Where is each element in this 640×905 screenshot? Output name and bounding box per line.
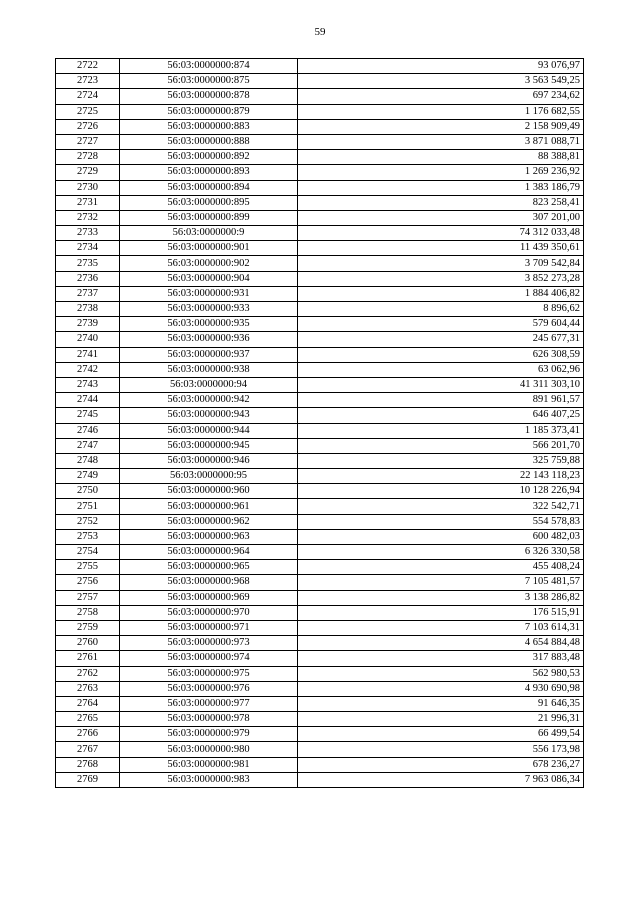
table-row: [56, 438, 584, 453]
row-number-cell: 2723: [56, 74, 120, 89]
cadastral-number-cell: 56:03:0000000:943: [120, 408, 298, 423]
cadastral-value-cell: 600 482,03: [298, 529, 584, 544]
table-row: [56, 347, 584, 362]
row-number-cell: 2766: [56, 727, 120, 742]
row-number-cell: 2764: [56, 696, 120, 711]
table-row: [56, 302, 584, 317]
table-row: [56, 408, 584, 423]
table-row: [56, 636, 584, 651]
table-row: [56, 590, 584, 605]
cadastral-value-cell: 7 105 481,57: [298, 575, 584, 590]
cadastral-value-cell: 307 201,00: [298, 210, 584, 225]
cadastral-number-cell: 56:03:0000000:933: [120, 302, 298, 317]
table-row: [56, 393, 584, 408]
row-number-cell: 2754: [56, 545, 120, 560]
cadastral-number-cell: 56:03:0000000:979: [120, 727, 298, 742]
row-number-cell: 2769: [56, 772, 120, 787]
row-number-cell: 2748: [56, 453, 120, 468]
row-number-cell: 2757: [56, 590, 120, 605]
cadastral-value-cell: 1 383 186,79: [298, 180, 584, 195]
row-number-cell: 2738: [56, 302, 120, 317]
table-row: [56, 757, 584, 772]
row-number-cell: 2751: [56, 499, 120, 514]
cadastral-value-cell: 554 578,83: [298, 514, 584, 529]
table-row: [56, 484, 584, 499]
table-row: [56, 727, 584, 742]
cadastral-number-cell: 56:03:0000000:970: [120, 605, 298, 620]
cadastral-number-cell: 56:03:0000000:971: [120, 620, 298, 635]
cadastral-number-cell: 56:03:0000000:931: [120, 286, 298, 301]
cadastral-number-cell: 56:03:0000000:944: [120, 423, 298, 438]
table-row: [56, 134, 584, 149]
cadastral-number-cell: 56:03:0000000:94: [120, 377, 298, 392]
cadastral-value-cell: 176 515,91: [298, 605, 584, 620]
table-row: [56, 545, 584, 560]
cadastral-value-cell: 566 201,70: [298, 438, 584, 453]
row-number-cell: 2767: [56, 742, 120, 757]
table-row: [56, 89, 584, 104]
table-row: [56, 620, 584, 635]
cadastral-number-cell: 56:03:0000000:936: [120, 332, 298, 347]
cadastral-number-cell: 56:03:0000000:942: [120, 393, 298, 408]
row-number-cell: 2742: [56, 362, 120, 377]
table-row: [56, 514, 584, 529]
cadastral-value-cell: 2 158 909,49: [298, 119, 584, 134]
cadastral-value-cell: 4 930 690,98: [298, 681, 584, 696]
cadastral-value-cell: 4 654 884,48: [298, 636, 584, 651]
row-number-cell: 2731: [56, 195, 120, 210]
cadastral-value-cell: 7 103 614,31: [298, 620, 584, 635]
cadastral-number-cell: 56:03:0000000:962: [120, 514, 298, 529]
cadastral-number-cell: 56:03:0000000:963: [120, 529, 298, 544]
cadastral-value-cell: 891 961,57: [298, 393, 584, 408]
table-row: [56, 317, 584, 332]
table-row: [56, 712, 584, 727]
row-number-cell: 2756: [56, 575, 120, 590]
cadastral-number-cell: 56:03:0000000:879: [120, 104, 298, 119]
table-row: [56, 605, 584, 620]
cadastral-number-cell: 56:03:0000000:964: [120, 545, 298, 560]
table-row: [56, 560, 584, 575]
table-row: [56, 696, 584, 711]
table-row: [56, 575, 584, 590]
cadastral-number-cell: 56:03:0000000:968: [120, 575, 298, 590]
cadastral-value-table: [55, 58, 584, 788]
cadastral-value-cell: 1 185 373,41: [298, 423, 584, 438]
row-number-cell: 2739: [56, 317, 120, 332]
cadastral-value-cell: 626 308,59: [298, 347, 584, 362]
table-row: [56, 180, 584, 195]
cadastral-number-cell: 56:03:0000000:977: [120, 696, 298, 711]
cadastral-number-cell: 56:03:0000000:878: [120, 89, 298, 104]
row-number-cell: 2768: [56, 757, 120, 772]
cadastral-value-cell: 11 439 350,61: [298, 241, 584, 256]
row-number-cell: 2765: [56, 712, 120, 727]
cadastral-value-cell: 455 408,24: [298, 560, 584, 575]
row-number-cell: 2749: [56, 469, 120, 484]
table-row: [56, 362, 584, 377]
cadastral-number-cell: 56:03:0000000:960: [120, 484, 298, 499]
cadastral-number-cell: 56:03:0000000:874: [120, 59, 298, 74]
table-row: [56, 377, 584, 392]
table-row: [56, 59, 584, 74]
row-number-cell: 2747: [56, 438, 120, 453]
cadastral-number-cell: 56:03:0000000:895: [120, 195, 298, 210]
row-number-cell: 2724: [56, 89, 120, 104]
row-number-cell: 2740: [56, 332, 120, 347]
table-row: [56, 104, 584, 119]
row-number-cell: 2750: [56, 484, 120, 499]
cadastral-value-cell: 1 176 682,55: [298, 104, 584, 119]
cadastral-value-cell: 3 138 286,82: [298, 590, 584, 605]
cadastral-value-cell: 3 709 542,84: [298, 256, 584, 271]
row-number-cell: 2758: [56, 605, 120, 620]
cadastral-number-cell: 56:03:0000000:901: [120, 241, 298, 256]
cadastral-number-cell: 56:03:0000000:975: [120, 666, 298, 681]
row-number-cell: 2737: [56, 286, 120, 301]
row-number-cell: 2730: [56, 180, 120, 195]
row-number-cell: 2745: [56, 408, 120, 423]
cadastral-value-cell: 3 852 273,28: [298, 271, 584, 286]
cadastral-number-cell: 56:03:0000000:965: [120, 560, 298, 575]
table-row: [56, 469, 584, 484]
table-row: [56, 119, 584, 134]
cadastral-number-cell: 56:03:0000000:875: [120, 74, 298, 89]
row-number-cell: 2729: [56, 165, 120, 180]
cadastral-number-cell: 56:03:0000000:937: [120, 347, 298, 362]
cadastral-value-cell: 823 258,41: [298, 195, 584, 210]
table-row: [56, 210, 584, 225]
row-number-cell: 2741: [56, 347, 120, 362]
cadastral-number-cell: 56:03:0000000:935: [120, 317, 298, 332]
row-number-cell: 2733: [56, 226, 120, 241]
table-row: [56, 332, 584, 347]
cadastral-value-cell: 556 173,98: [298, 742, 584, 757]
row-number-cell: 2736: [56, 271, 120, 286]
cadastral-number-cell: 56:03:0000000:974: [120, 651, 298, 666]
table-row: [56, 453, 584, 468]
cadastral-value-cell: 1 269 236,92: [298, 165, 584, 180]
row-number-cell: 2726: [56, 119, 120, 134]
row-number-cell: 2728: [56, 150, 120, 165]
page-number: 59: [314, 26, 326, 38]
cadastral-value-cell: 678 236,27: [298, 757, 584, 772]
cadastral-value-cell: 325 759,88: [298, 453, 584, 468]
cadastral-number-cell: 56:03:0000000:945: [120, 438, 298, 453]
row-number-cell: 2762: [56, 666, 120, 681]
table-row: [56, 286, 584, 301]
table-row: [56, 499, 584, 514]
row-number-cell: 2727: [56, 134, 120, 149]
cadastral-value-cell: 22 143 118,23: [298, 469, 584, 484]
row-number-cell: 2760: [56, 636, 120, 651]
row-number-cell: 2763: [56, 681, 120, 696]
row-number-cell: 2734: [56, 241, 120, 256]
cadastral-value-cell: 8 896,62: [298, 302, 584, 317]
table-row: [56, 772, 584, 787]
cadastral-number-cell: 56:03:0000000:883: [120, 119, 298, 134]
cadastral-value-cell: 91 646,35: [298, 696, 584, 711]
cadastral-value-cell: 66 499,54: [298, 727, 584, 742]
cadastral-value-cell: 317 883,48: [298, 651, 584, 666]
cadastral-number-cell: 56:03:0000000:904: [120, 271, 298, 286]
table-row: [56, 195, 584, 210]
cadastral-number-cell: 56:03:0000000:888: [120, 134, 298, 149]
cadastral-value-cell: 3 871 088,71: [298, 134, 584, 149]
cadastral-number-cell: 56:03:0000000:938: [120, 362, 298, 377]
row-number-cell: 2761: [56, 651, 120, 666]
cadastral-number-cell: 56:03:0000000:946: [120, 453, 298, 468]
row-number-cell: 2755: [56, 560, 120, 575]
cadastral-value-cell: 63 062,96: [298, 362, 584, 377]
table-row: [56, 256, 584, 271]
cadastral-number-cell: 56:03:0000000:976: [120, 681, 298, 696]
row-number-cell: 2752: [56, 514, 120, 529]
cadastral-value-cell: 93 076,97: [298, 59, 584, 74]
cadastral-value-cell: 646 407,25: [298, 408, 584, 423]
row-number-cell: 2743: [56, 377, 120, 392]
table-row: [56, 742, 584, 757]
cadastral-number-cell: 56:03:0000000:892: [120, 150, 298, 165]
cadastral-value-cell: 21 996,31: [298, 712, 584, 727]
cadastral-number-cell: 56:03:0000000:899: [120, 210, 298, 225]
table-row: [56, 165, 584, 180]
cadastral-value-cell: 697 234,62: [298, 89, 584, 104]
cadastral-value-cell: 41 311 303,10: [298, 377, 584, 392]
cadastral-number-cell: 56:03:0000000:981: [120, 757, 298, 772]
cadastral-value-cell: 579 604,44: [298, 317, 584, 332]
cadastral-value-cell: 245 677,31: [298, 332, 584, 347]
cadastral-value-cell: 3 563 549,25: [298, 74, 584, 89]
cadastral-number-cell: 56:03:0000000:902: [120, 256, 298, 271]
table-body: [56, 59, 584, 788]
cadastral-number-cell: 56:03:0000000:893: [120, 165, 298, 180]
table-row: [56, 74, 584, 89]
table-row: [56, 150, 584, 165]
table-row: [56, 241, 584, 256]
cadastral-number-cell: 56:03:0000000:969: [120, 590, 298, 605]
cadastral-value-cell: 74 312 033,48: [298, 226, 584, 241]
row-number-cell: 2732: [56, 210, 120, 225]
row-number-cell: 2753: [56, 529, 120, 544]
cadastral-number-cell: 56:03:0000000:983: [120, 772, 298, 787]
row-number-cell: 2735: [56, 256, 120, 271]
row-number-cell: 2744: [56, 393, 120, 408]
cadastral-number-cell: 56:03:0000000:980: [120, 742, 298, 757]
cadastral-number-cell: 56:03:0000000:95: [120, 469, 298, 484]
cadastral-number-cell: 56:03:0000000:973: [120, 636, 298, 651]
cadastral-value-cell: 322 542,71: [298, 499, 584, 514]
row-number-cell: 2722: [56, 59, 120, 74]
table-row: [56, 423, 584, 438]
table-row: [56, 666, 584, 681]
cadastral-number-cell: 56:03:0000000:961: [120, 499, 298, 514]
table-row: [56, 271, 584, 286]
row-number-cell: 2759: [56, 620, 120, 635]
table-row: [56, 681, 584, 696]
row-number-cell: 2725: [56, 104, 120, 119]
cadastral-number-cell: 56:03:0000000:978: [120, 712, 298, 727]
cadastral-value-cell: 562 980,53: [298, 666, 584, 681]
cadastral-value-cell: 88 388,81: [298, 150, 584, 165]
table-row: [56, 226, 584, 241]
cadastral-value-cell: 10 128 226,94: [298, 484, 584, 499]
cadastral-value-cell: 1 884 406,82: [298, 286, 584, 301]
table-row: [56, 529, 584, 544]
cadastral-number-cell: 56:03:0000000:9: [120, 226, 298, 241]
row-number-cell: 2746: [56, 423, 120, 438]
cadastral-value-cell: 7 963 086,34: [298, 772, 584, 787]
cadastral-value-cell: 6 326 330,58: [298, 545, 584, 560]
cadastral-number-cell: 56:03:0000000:894: [120, 180, 298, 195]
table-row: [56, 651, 584, 666]
